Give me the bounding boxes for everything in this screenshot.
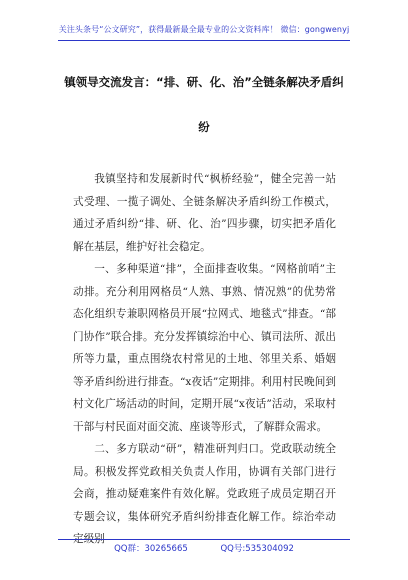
footer-qq-group: QQ群：30265665 [114, 544, 188, 554]
paragraph-section-1: 一、多种渠道“排”，全面排查收集。“网格前哨”主动排。充分利用网格员“人熟、事熟、情况熟”的优势常态化组织专兼职网格员开展“拉网式、地毯式”排查。“部门协作”联合排。充分发挥镇综治中心、镇司法所、派出所等力量，重点围绕农村常见的土地、邻里关系、婚姻等矛盾纠纷进行排查。“x夜话”定期排。利用村民晚间到村文化广场活动的时间，定期开展“x夜话”活动，采取村干部与村民面对面交流、座谈等形式，了解群众需求。 [73, 263, 336, 433]
footer-divider [58, 539, 350, 540]
header-divider [58, 40, 350, 41]
paragraph-intro: 我镇坚持和发展新时代“枫桥经验”，健全完善一站式受理、一揽子调处、全链条解决矛盾纠纷工作模式，通过矛盾纠纷“排、研、化、治”四步骤，切实把矛盾化解在基层，维护好社会稳定。 [73, 173, 336, 253]
footer-qq-number: QQ号:535304092 [220, 544, 294, 554]
paragraph-section-2: 二、多方联动“研”，精准研判归口。党政联动统全局。积极发挥党政相关负责人作用，协调有关部门进行会商，推动疑难案件有效化解。党政班子成员定期召开专题会议，集体研究矛盾纠纷排查化解工作。综治牵动定级别 [73, 443, 336, 545]
document-body [73, 168, 336, 551]
footer [0, 542, 408, 554]
document-title-line-1: 镇领导交流发言：“排、研、化、治”全链条解决矛盾纠 [64, 75, 344, 89]
header-note: 关注头条号“公文研究”，获得最新最全最专业的公文资料库！ 微信：gongwenyj [58, 25, 350, 34]
document-title-line-2: 纷 [198, 120, 210, 134]
